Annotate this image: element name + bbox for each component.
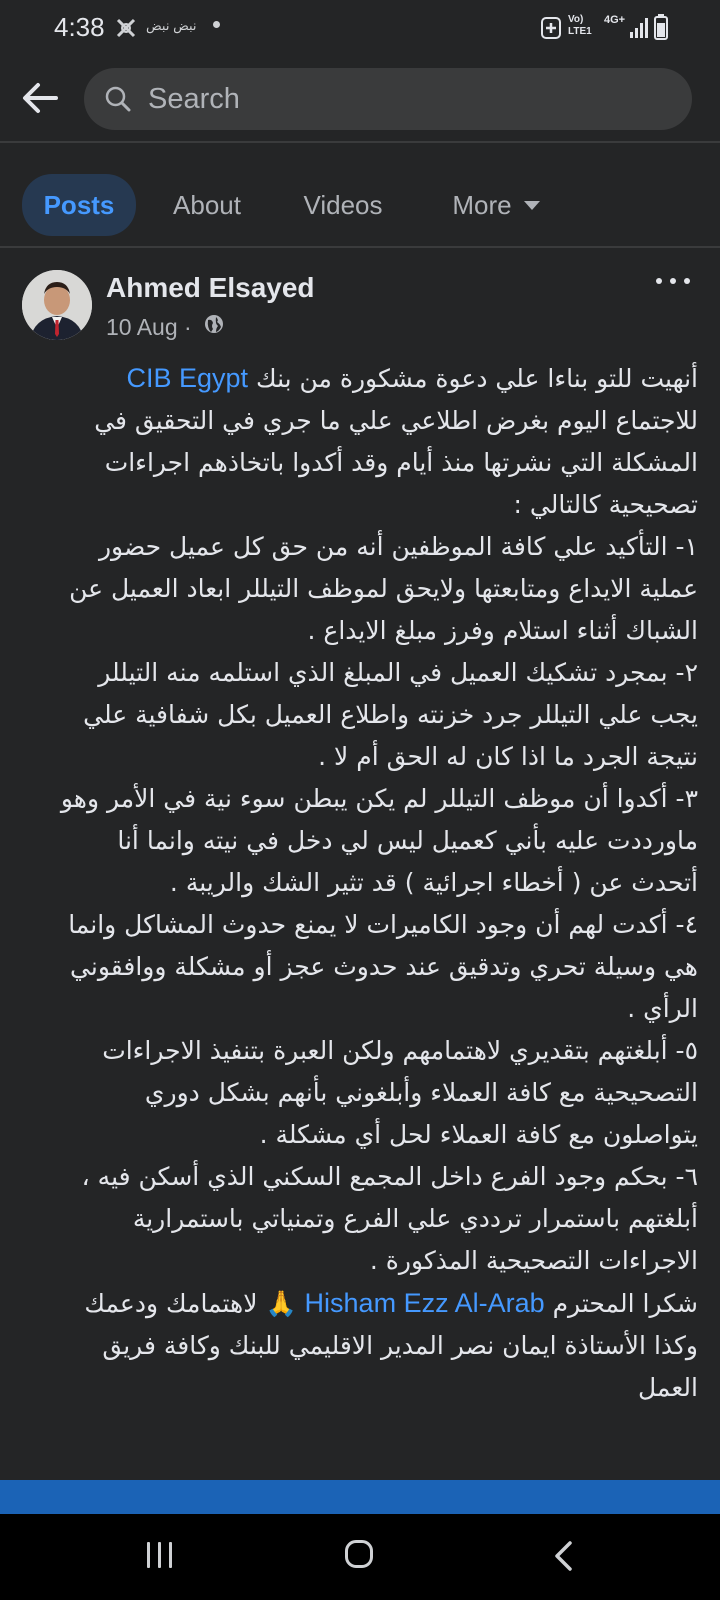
header-divider xyxy=(0,141,720,143)
globe-icon xyxy=(204,313,224,340)
tab-videos[interactable] xyxy=(290,174,396,236)
post-line: للاجتماع اليوم بغرض اطلاعي علي ما جري في التحقيق في xyxy=(94,406,698,435)
search-placeholder: Search xyxy=(148,83,240,115)
status-icons xyxy=(540,14,680,42)
tab-about-label: About xyxy=(173,190,241,220)
battery-icon xyxy=(654,14,668,45)
notification-text: نبض نبض xyxy=(146,18,197,33)
network-type xyxy=(604,14,625,26)
post-line: أتحدث عن ( أخطاء اجرائية ) قد تثير الشك والريبة . xyxy=(169,868,698,897)
post-line xyxy=(40,1282,698,1325)
post-body xyxy=(40,357,698,1409)
post-line: عملية الايداع ومتابعتها ولايحق لموظف التيللر ابعاد العميل عن xyxy=(69,574,698,603)
post-text: لاهتمامك ودعمك xyxy=(84,1289,258,1318)
search-icon xyxy=(104,85,132,113)
post-line: ٢- بمجرد تشكيك العميل في المبلغ الذي استلمه منه التيللر xyxy=(98,658,698,687)
volte-top: Vo) xyxy=(568,14,584,25)
tab-about[interactable] xyxy=(158,174,256,236)
nav-back-icon[interactable] xyxy=(550,1540,580,1572)
mention-cib-egypt[interactable]: CIB Egypt xyxy=(126,363,249,393)
post-meta xyxy=(106,314,224,342)
post-line: تصحيحية كالتالي : xyxy=(513,490,698,519)
status-time: 4:38 xyxy=(54,12,105,42)
tabs-divider xyxy=(0,246,720,248)
post-author[interactable]: Ahmed Elsayed xyxy=(106,272,315,303)
caret-down-icon xyxy=(524,201,540,210)
post-line: هي وسيلة تحري وتدقيق عند حدوث عجز أو مشكلة ووافقوني xyxy=(70,952,698,981)
prayer-hands-icon: 🙏 xyxy=(265,1289,297,1318)
post-line: ١- التأكيد علي كافة الموظفين أنه من حق كل عميل حضور xyxy=(98,532,698,561)
avatar[interactable] xyxy=(22,270,92,340)
post-line: التصحيحية مع كافة العملاء وأبلغوني بأنهم بشكل دوري xyxy=(144,1078,698,1107)
tab-posts[interactable] xyxy=(22,174,136,236)
tab-more-label: More xyxy=(452,190,512,220)
search-bar-row xyxy=(0,54,720,142)
arrow-left-icon xyxy=(18,76,62,120)
tab-more[interactable] xyxy=(436,174,556,236)
post-line xyxy=(40,357,698,400)
post-line: المشكلة التي نشرتها منذ أيام وقد أكدوا باتخاذهم اجراءات xyxy=(104,448,698,477)
tab-posts-label: Posts xyxy=(43,190,115,220)
post-line: يجب علي التيللر جرد خزنته واطلاع العميل بكل شفافية علي xyxy=(83,700,698,729)
meta-separator: · xyxy=(184,314,192,340)
more-horizontal-icon[interactable] xyxy=(656,268,690,292)
volte-bottom: LTE1 xyxy=(568,26,592,37)
network-type-label: 4G+ xyxy=(604,14,626,26)
post-line: ٣- أكدوا أن موظف التيللر لم يكن يبطن سوء نية في الأمر وهو xyxy=(60,784,698,813)
system-nav-bar xyxy=(0,1514,720,1600)
recent-apps-icon[interactable] xyxy=(147,1542,177,1572)
post-line: أبلغتهم باستمرار ترددي علي الفرع وتمنياتي باستمرارية xyxy=(132,1204,698,1233)
post-line: ٤- أكدت لهم أن وجود الكاميرات لا يمنع حدوث المشاكل وانما xyxy=(68,910,698,939)
data-saver-icon xyxy=(540,16,562,45)
post-text: أنهيت للتو بناءا علي دعوة مشكورة من بنك xyxy=(256,364,698,393)
bottom-banner xyxy=(0,1480,720,1514)
post-line: نتيجة الجرد ما اذا كان له الحق أم لا . xyxy=(318,742,698,771)
back-button[interactable] xyxy=(18,76,62,120)
post-text: شكرا المحترم xyxy=(552,1289,698,1318)
post-line: يتواصلون مع كافة العملاء لحل أي مشكلة . xyxy=(259,1120,698,1149)
post-line: ماورددت عليه بأني كعميل ليس لي دخل في نيته وانما أنا xyxy=(117,826,698,855)
post-date[interactable]: 10 Aug xyxy=(106,314,178,340)
volte-label xyxy=(568,14,592,38)
tab-videos-label: Videos xyxy=(303,190,383,220)
post-line: الاجراءات التصحيحية المذكورة . xyxy=(369,1246,698,1275)
profile-tabs xyxy=(0,144,720,246)
post-line: وكذا الأستاذة ايمان نصر المدير الاقليمي للبنك وكافة فريق xyxy=(102,1331,698,1360)
post-line: ٦- بحكم وجود الفرع داخل المجمع السكني الذي أسكن فيه ، xyxy=(81,1162,698,1191)
post-line: الرأي . xyxy=(627,994,698,1023)
home-icon[interactable] xyxy=(345,1540,373,1568)
post-line: العمل xyxy=(637,1373,698,1402)
search-input[interactable] xyxy=(84,68,692,130)
mention-hisham-ezz-al-arab[interactable]: Hisham Ezz Al-Arab xyxy=(304,1288,545,1318)
notification-dot-icon xyxy=(213,21,220,28)
post-line: الشباك أثناء استلام وفرز مبلغ الايداع . xyxy=(307,616,698,645)
post-line: ٥- أبلغتهم بتقديري لاهتمامهم ولكن العبرة بتنفيذ الاجراءات xyxy=(102,1036,698,1065)
notification-icon xyxy=(114,16,138,45)
signal-icon xyxy=(630,18,648,43)
status-bar xyxy=(0,0,720,54)
